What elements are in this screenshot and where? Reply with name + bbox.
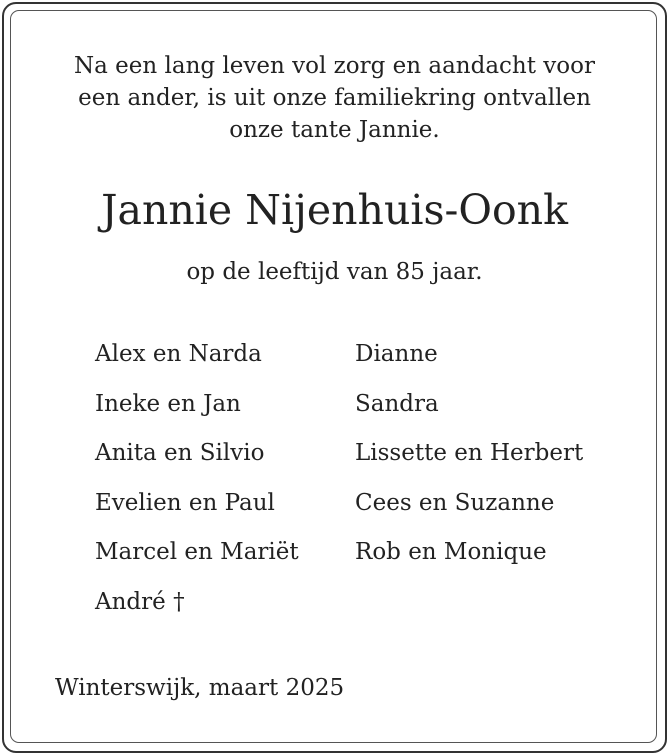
family-member: Rob en Monique: [355, 539, 547, 566]
family-list-right: [355, 338, 583, 586]
family-member: Alex en Narda: [95, 341, 262, 367]
family-member: Sandra: [355, 390, 439, 417]
family-member: Ineke en Jan: [95, 390, 241, 417]
family-list-left: [95, 338, 299, 636]
intro-line: Na een lang leven vol zorg en aandacht voor: [74, 53, 595, 79]
family-member: Lissette en Herbert: [355, 440, 584, 467]
intro-line: onze tante Jannie.: [229, 117, 440, 143]
family-member: André †: [95, 588, 185, 615]
deceased-name: Jannie Nijenhuis-Oonk: [101, 186, 568, 234]
family-member: Anita en Silvio: [95, 440, 265, 467]
family-member: Dianne: [355, 341, 438, 367]
family-member: Marcel en Mariët: [95, 539, 299, 566]
intro-line: een ander, is uit onze familiekring ontvallen: [78, 85, 591, 111]
intro-text: [0, 50, 669, 146]
family-member: Evelien en Paul: [95, 489, 275, 516]
family-member: Cees en Suzanne: [355, 489, 555, 516]
age-line: op de leeftijd van 85 jaar.: [186, 259, 483, 285]
place-date: Winterswijk, maart 2025: [55, 675, 345, 701]
